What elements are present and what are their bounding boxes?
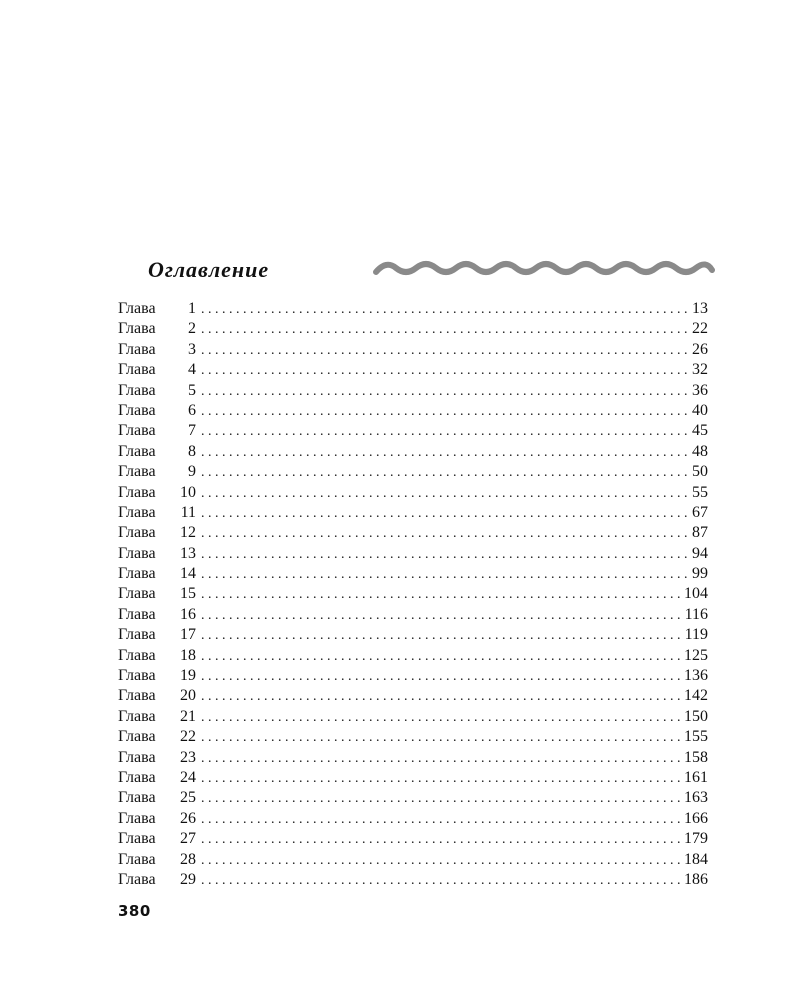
toc-entry[interactable]	[118, 442, 708, 462]
toc-entry-word: Глава	[118, 585, 156, 603]
toc-entry[interactable]	[118, 462, 708, 482]
toc-entry[interactable]	[118, 340, 708, 360]
toc-title: Оглавление	[148, 257, 270, 282]
toc-entry[interactable]	[118, 850, 708, 870]
toc-entry-page: 116	[684, 605, 708, 623]
toc-entry[interactable]	[118, 646, 708, 666]
toc-entry-number: 24	[180, 768, 196, 786]
toc-dot-leader	[201, 871, 681, 891]
toc-entry-word: Глава	[118, 626, 156, 644]
toc-entry-page: 45	[692, 422, 708, 440]
toc-entry-page: 104	[684, 585, 708, 603]
toc-entry[interactable]	[118, 299, 708, 319]
toc-entry-word: Глава	[118, 748, 156, 766]
toc-entry-word: Глава	[118, 463, 156, 481]
toc-entry-number: 22	[180, 728, 196, 746]
toc-entry-number: 5	[188, 381, 196, 399]
toc-entry-number: 9	[188, 463, 196, 481]
toc-entry-number: 25	[180, 789, 196, 807]
toc-entry-page: 94	[692, 544, 708, 562]
toc-dot-leader	[201, 585, 681, 605]
toc-entry-page: 142	[684, 687, 708, 705]
toc-entry-number: 26	[180, 809, 196, 827]
toc-entry-number: 29	[180, 870, 196, 888]
toc-dot-leader	[201, 300, 689, 320]
toc-entry-page: 13	[692, 300, 708, 317]
toc-entry-word: Глава	[118, 381, 156, 399]
toc-entry-number: 16	[180, 605, 196, 623]
toc-entry-number: 12	[180, 524, 196, 542]
toc-entry[interactable]	[118, 829, 708, 849]
toc-dot-leader	[201, 524, 689, 544]
toc-entry-word: Глава	[118, 789, 156, 807]
toc-entry-number: 1	[188, 300, 196, 317]
toc-entry-number: 18	[180, 646, 196, 664]
toc-entry[interactable]	[118, 625, 708, 645]
toc-entry-page: 184	[684, 850, 708, 868]
toc-dot-leader	[201, 647, 681, 667]
toc-entry-number: 11	[180, 503, 196, 521]
toc-entry-number: 10	[180, 483, 196, 501]
toc-entry-word: Глава	[118, 544, 156, 562]
toc-entry[interactable]	[118, 584, 708, 604]
toc-dot-leader	[201, 361, 689, 381]
toc-entry-number: 3	[188, 340, 196, 358]
toc-entry-page: 67	[692, 503, 708, 521]
toc-entry-word: Глава	[118, 687, 156, 705]
toc-dot-leader	[201, 484, 689, 504]
toc-entry-word: Глава	[118, 524, 156, 542]
toc-list	[118, 299, 708, 890]
toc-entry[interactable]	[118, 707, 708, 727]
toc-entry-number: 27	[180, 830, 196, 848]
toc-dot-leader	[201, 830, 681, 850]
toc-entry-page: 158	[684, 748, 708, 766]
toc-entry-page: 36	[692, 381, 708, 399]
toc-entry-word: Глава	[118, 483, 156, 501]
toc-entry-number: 7	[188, 422, 196, 440]
toc-entry-word: Глава	[118, 728, 156, 746]
toc-entry-word: Глава	[118, 707, 156, 725]
toc-entry[interactable]	[118, 788, 708, 808]
toc-entry-page: 155	[684, 728, 708, 746]
toc-dot-leader	[201, 667, 681, 687]
toc-entry-number: 14	[180, 565, 196, 583]
toc-entry-number: 6	[188, 401, 196, 419]
toc-entry-page: 119	[684, 626, 708, 644]
toc-dot-leader	[201, 341, 689, 361]
toc-entry-page: 22	[692, 320, 708, 338]
toc-entry[interactable]	[118, 564, 708, 584]
toc-dot-leader	[201, 545, 689, 565]
toc-entry-page: 150	[684, 707, 708, 725]
toc-dot-leader	[201, 708, 681, 728]
toc-entry-word: Глава	[118, 565, 156, 583]
toc-dot-leader	[201, 851, 681, 871]
toc-entry[interactable]	[118, 360, 708, 380]
toc-entry-number: 17	[180, 626, 196, 644]
toc-entry[interactable]	[118, 503, 708, 523]
toc-entry[interactable]	[118, 870, 708, 890]
toc-dot-leader	[201, 565, 689, 585]
toc-dot-leader	[201, 749, 681, 769]
toc-dot-leader	[201, 728, 681, 748]
toc-entry-number: 13	[180, 544, 196, 562]
toc-entry-word: Глава	[118, 320, 156, 338]
toc-entry[interactable]	[118, 544, 708, 564]
toc-entry-number: 21	[180, 707, 196, 725]
toc-dot-leader	[201, 382, 689, 402]
toc-entry-number: 4	[188, 361, 196, 379]
toc-entry[interactable]	[118, 768, 708, 788]
toc-dot-leader	[201, 504, 689, 524]
toc-entry-page: 87	[692, 524, 708, 542]
toc-entry-page: 32	[692, 361, 708, 379]
toc-entry-number: 28	[180, 850, 196, 868]
toc-dot-leader	[201, 463, 689, 483]
toc-dot-leader	[201, 789, 681, 809]
toc-entry-page: 136	[684, 667, 708, 685]
page-number: 380	[118, 902, 151, 920]
toc-entry[interactable]	[118, 748, 708, 768]
toc-entry-word: Глава	[118, 422, 156, 440]
toc-entry-page: 186	[684, 870, 708, 888]
toc-entry[interactable]	[118, 523, 708, 543]
toc-entry-number: 8	[188, 442, 196, 460]
toc-dot-leader	[201, 320, 689, 340]
toc-dot-leader	[201, 687, 681, 707]
toc-entry[interactable]	[118, 483, 708, 503]
toc-entry-word: Глава	[118, 340, 156, 358]
toc-entry-page: 55	[692, 483, 708, 501]
toc-entry-word: Глава	[118, 401, 156, 419]
toc-entry-word: Глава	[118, 809, 156, 827]
toc-entry-number: 19	[180, 667, 196, 685]
toc-entry-page: 166	[684, 809, 708, 827]
toc-entry-page: 163	[684, 789, 708, 807]
toc-entry-page: 40	[692, 401, 708, 419]
toc-entry-word: Глава	[118, 605, 156, 623]
toc-entry-number: 15	[180, 585, 196, 603]
toc-entry-word: Глава	[118, 361, 156, 379]
toc-entry-word: Глава	[118, 850, 156, 868]
toc-entry-number: 2	[188, 320, 196, 338]
toc-entry-page: 125	[684, 646, 708, 664]
toc-entry-word: Глава	[118, 830, 156, 848]
toc-entry-word: Глава	[118, 300, 156, 317]
toc-entry[interactable]	[118, 809, 708, 829]
toc-dot-leader	[201, 810, 681, 830]
toc-entry[interactable]	[118, 727, 708, 747]
wave-ornament-icon	[373, 258, 715, 278]
toc-entry-word: Глава	[118, 503, 156, 521]
toc-entry-number: 20	[180, 687, 196, 705]
toc-dot-leader	[201, 422, 689, 442]
toc-dot-leader	[201, 402, 689, 422]
toc-entry[interactable]	[118, 381, 708, 401]
toc-entry-word: Глава	[118, 870, 156, 888]
toc-entry[interactable]	[118, 686, 708, 706]
toc-entry[interactable]	[118, 401, 708, 421]
toc-entry-word: Глава	[118, 667, 156, 685]
toc-entry-page: 179	[684, 830, 708, 848]
toc-entry-word: Глава	[118, 768, 156, 786]
toc-entry[interactable]	[118, 421, 708, 441]
toc-entry[interactable]	[118, 319, 708, 339]
toc-entry-number: 23	[180, 748, 196, 766]
toc-dot-leader	[201, 769, 681, 789]
toc-entry-word: Глава	[118, 646, 156, 664]
toc-dot-leader	[201, 606, 682, 626]
toc-entry-page: 48	[692, 442, 708, 460]
toc-dot-leader	[201, 443, 689, 463]
toc-dot-leader	[201, 626, 682, 646]
toc-entry-page: 99	[692, 565, 708, 583]
toc-entry-page: 50	[692, 463, 708, 481]
toc-entry-word: Глава	[118, 442, 156, 460]
toc-entry[interactable]	[118, 605, 708, 625]
toc-entry-page: 161	[684, 768, 708, 786]
toc-entry-page: 26	[692, 340, 708, 358]
toc-entry[interactable]	[118, 666, 708, 686]
